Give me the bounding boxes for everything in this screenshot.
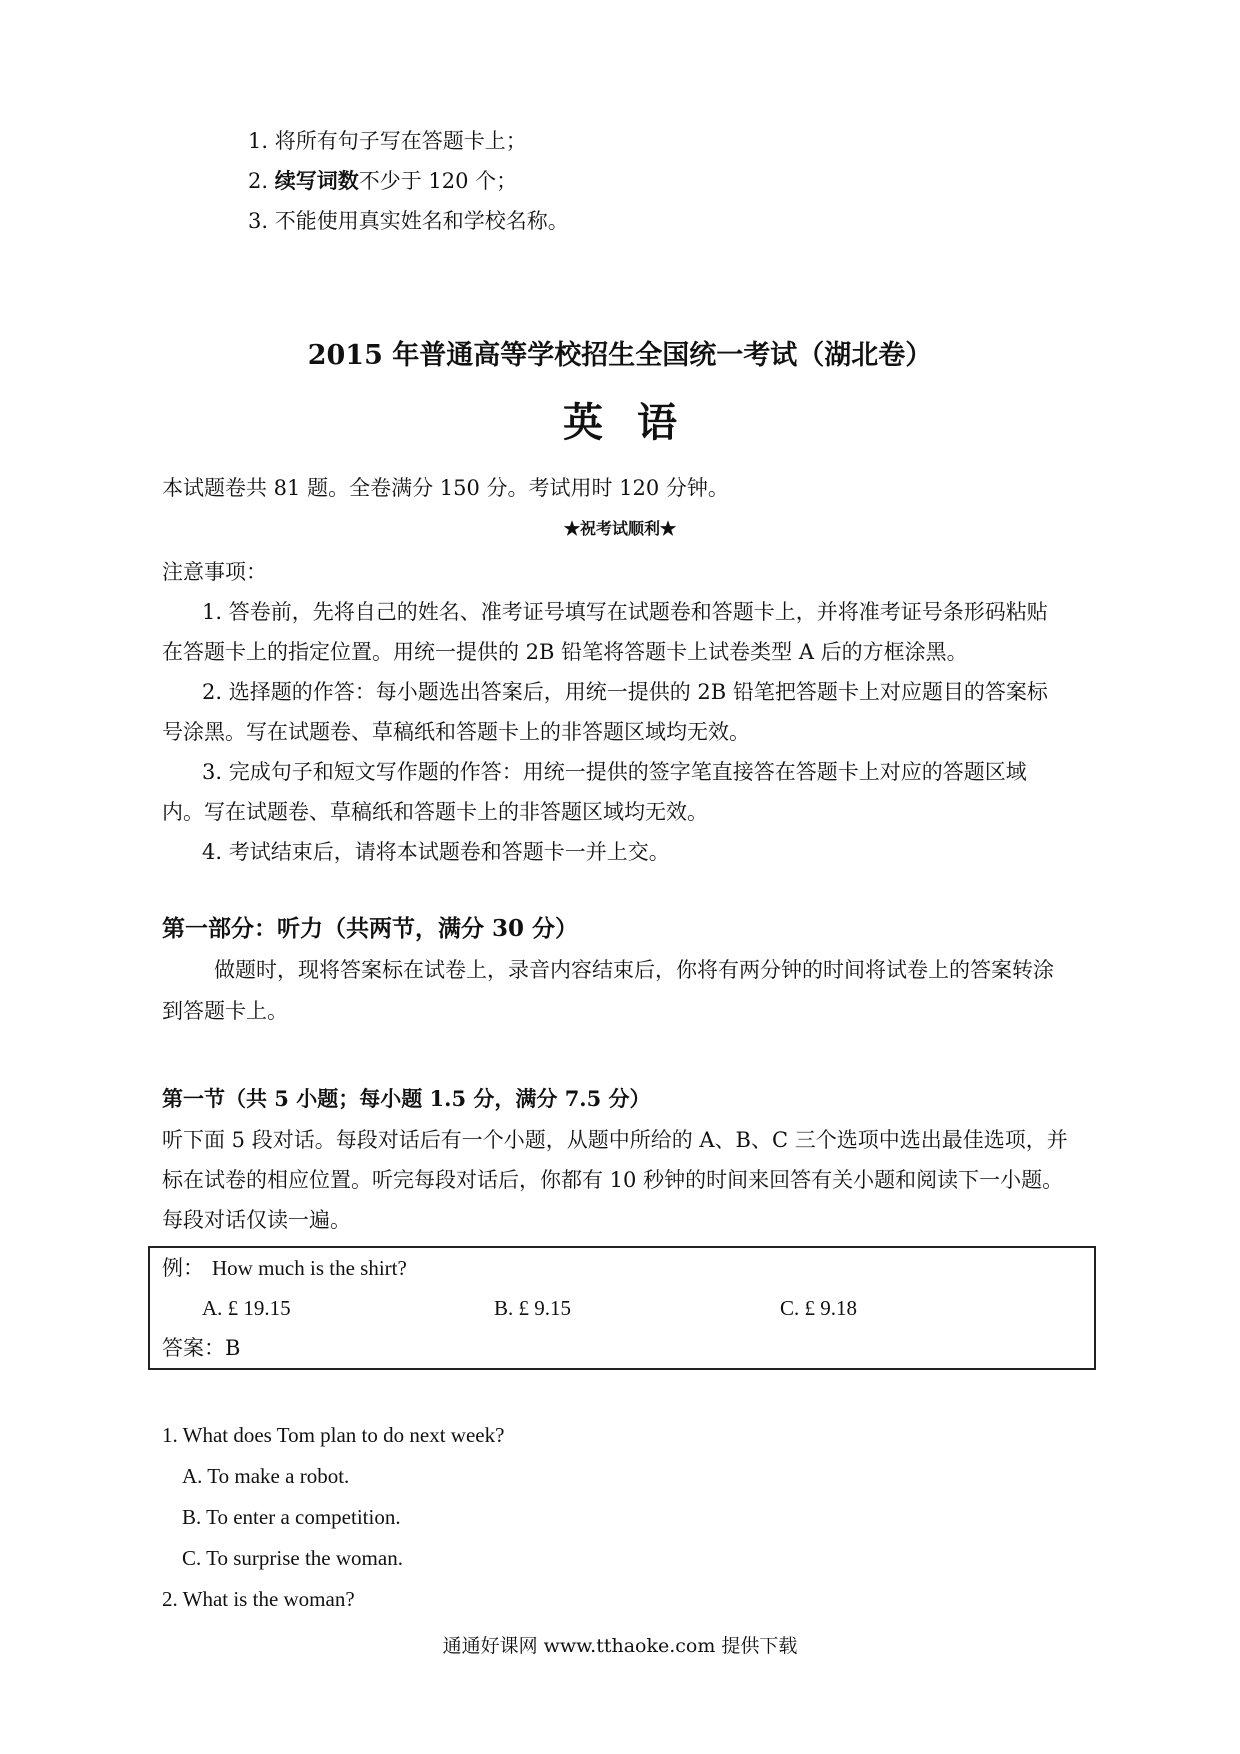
intro-item-3: 3. 不能使用真实姓名和学校名称。 <box>248 209 569 233</box>
example-option-a: A. £ 19.15 <box>202 1296 291 1320</box>
note-line: 1. 答卷前，先将自己的姓名、准考证号填写在试题卷和答题卡上，并将准考证号条形码粘贴 <box>202 600 1048 624</box>
notes-heading: 注意事项： <box>162 560 267 584</box>
intro-item-2-rest: 不少于 120 个； <box>358 169 518 193</box>
page-footer: 通通好课网 www.tthaoke.com 提供下载 <box>442 1635 798 1657</box>
part1-instruction: 做题时，现将答案标在试卷上，录音内容结束后，你将有两分钟的时间将试卷上的答案转涂 <box>214 958 1054 982</box>
intro-item-2 <box>248 167 517 195</box>
note-line: 2. 选择题的作答：每小题选出答案后，用统一提供的 2B 铅笔把答题卡上对应题目的答案标 <box>202 680 1048 704</box>
note-line: 在答题卡上的指定位置。用统一提供的 2B 铅笔将答题卡上试卷类型 A 后的方框涂黑。 <box>162 640 968 664</box>
intro-item-2-bold: 续写词数 <box>274 168 359 193</box>
exam-summary: 本试题卷共 81 题。全卷满分 150 分。考试用时 120 分钟。 <box>162 476 729 500</box>
question-2: 2. What is the woman? <box>162 1587 355 1611</box>
example-option-c: C. £ 9.18 <box>780 1296 858 1320</box>
section1-instruction: 听下面 5 段对话。每段对话后有一个小题，从题中所给的 A、B、C 三个选项中选出最佳选项，并 <box>162 1128 1068 1152</box>
example-label: 例： <box>162 1256 204 1280</box>
example-answer: 答案：B <box>162 1336 241 1360</box>
exam-title: 2015 年普通高等学校招生全国统一考试（湖北卷） <box>307 340 933 371</box>
part1-instruction: 到答题卡上。 <box>162 999 288 1023</box>
question-1-option-b: B. To enter a competition. <box>182 1505 401 1529</box>
note-line: 4. 考试结束后，请将本试题卷和答题卡一并上交。 <box>202 840 670 864</box>
section1-instruction: 标在试卷的相应位置。听完每段对话后，你都有 10 秒钟的时间来回答有关小题和阅读下一小题。 <box>162 1168 1064 1192</box>
intro-item-2-prefix: 2. <box>248 169 275 193</box>
intro-item-1: 1. 将所有句子写在答题卡上； <box>248 129 527 153</box>
part1-heading: 第一部分：听力（共两节，满分 30 分） <box>162 915 579 942</box>
section1-instruction: 每段对话仅读一遍。 <box>162 1208 351 1232</box>
good-luck-banner: ★祝考试顺利★ <box>563 519 676 538</box>
subject-title: 英语 <box>563 399 711 446</box>
example-question: How much is the shirt? <box>212 1256 407 1280</box>
note-line: 3. 完成句子和短文写作题的作答：用统一提供的签字笔直接答在答题卡上对应的答题区域 <box>202 760 1027 784</box>
question-1-option-a: A. To make a robot. <box>182 1464 350 1488</box>
section1-heading: 第一节（共 5 小题；每小题 1.5 分，满分 7.5 分） <box>162 1086 651 1111</box>
note-line: 号涂黑。写在试题卷、草稿纸和答题卡上的非答题区域均无效。 <box>162 720 750 744</box>
question-1-option-c: C. To surprise the woman. <box>182 1546 403 1570</box>
note-line: 内。写在试题卷、草稿纸和答题卡上的非答题区域均无效。 <box>162 800 708 824</box>
question-1: 1. What does Tom plan to do next week? <box>162 1423 505 1447</box>
example-option-b: B. £ 9.15 <box>494 1296 572 1320</box>
